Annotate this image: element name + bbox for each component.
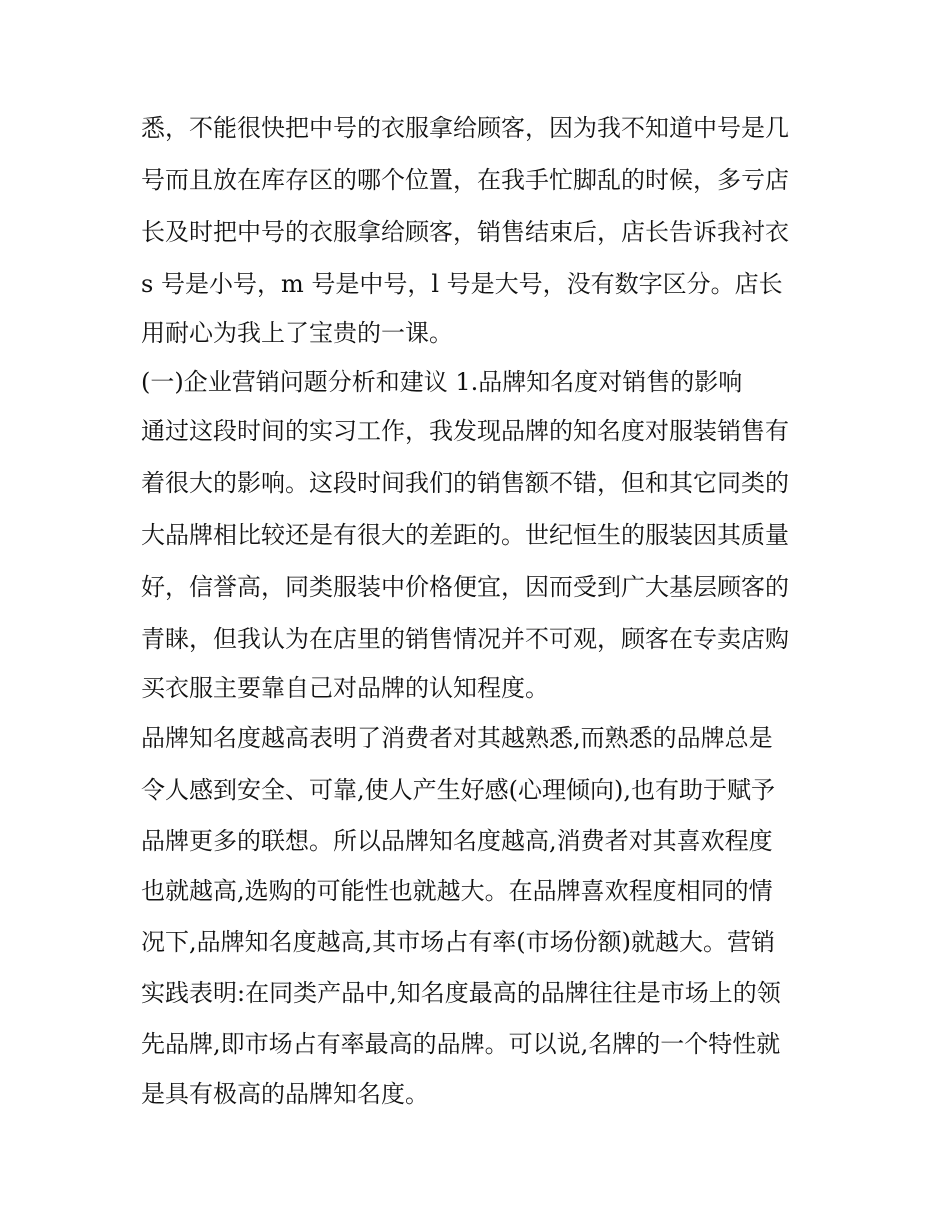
text-line: 买衣服主要靠自己对品牌的认知程度。 [141, 674, 549, 702]
text-line: 是具有极高的品牌知名度。 [141, 1080, 429, 1108]
text-line: 品牌更多的联想。所以品牌知名度越高,消费者对其喜欢程度 [141, 827, 773, 855]
text-line: 青睐，但我认为在店里的销售情况并不可观，顾客在专卖店购 [141, 625, 789, 653]
text-line: 先品牌,即市场占有率最高的品牌。可以说,名牌的一个特性就 [141, 1030, 781, 1058]
text-line: 况下,品牌知名度越高,其市场占有率(市场份额)就越大。营销 [141, 928, 775, 956]
text-line: 也就越高,选购的可能性也就越大。在品牌喜欢程度相同的情 [141, 877, 773, 905]
text-line: 悉，不能很快把中号的衣服拿给顾客，因为我不知道中号是几 [141, 114, 789, 142]
text-line: 着很大的影响。这段时间我们的销售额不错，但和其它同类的 [141, 469, 789, 497]
text-line: 用耐心为我上了宝贵的一课。 [141, 319, 453, 347]
text-line: 大品牌相比较还是有很大的差距的。世纪恒生的服装因其质量 [141, 521, 789, 549]
section-heading: (一)企业营销问题分析和建议 1.品牌知名度对销售的影响 [141, 368, 743, 396]
text-line: 号而且放在库存区的哪个位置，在我手忙脚乱的时候，多亏店 [141, 166, 789, 194]
text-line: s 号是小号，m 号是中号，l 号是大号，没有数字区分。店长 [141, 270, 783, 298]
text-line: 好，信誉高，同类服装中价格便宜，因而受到广大基层顾客的 [141, 573, 789, 601]
text-line: 令人感到安全、可靠,使人产生好感(心理倾向),也有助于赋予 [141, 776, 775, 804]
text-line: 实践表明:在同类产品中,知名度最高的品牌往往是市场上的领 [141, 979, 781, 1007]
text-line: 长及时把中号的衣服拿给顾客，销售结束后，店长告诉我衬衣 [141, 218, 789, 246]
text-line: 品牌知名度越高表明了消费者对其越熟悉,而熟悉的品牌总是 [141, 724, 773, 752]
text-line: 通过这段时间的实习工作，我发现品牌的知名度对服装销售有 [141, 417, 789, 445]
